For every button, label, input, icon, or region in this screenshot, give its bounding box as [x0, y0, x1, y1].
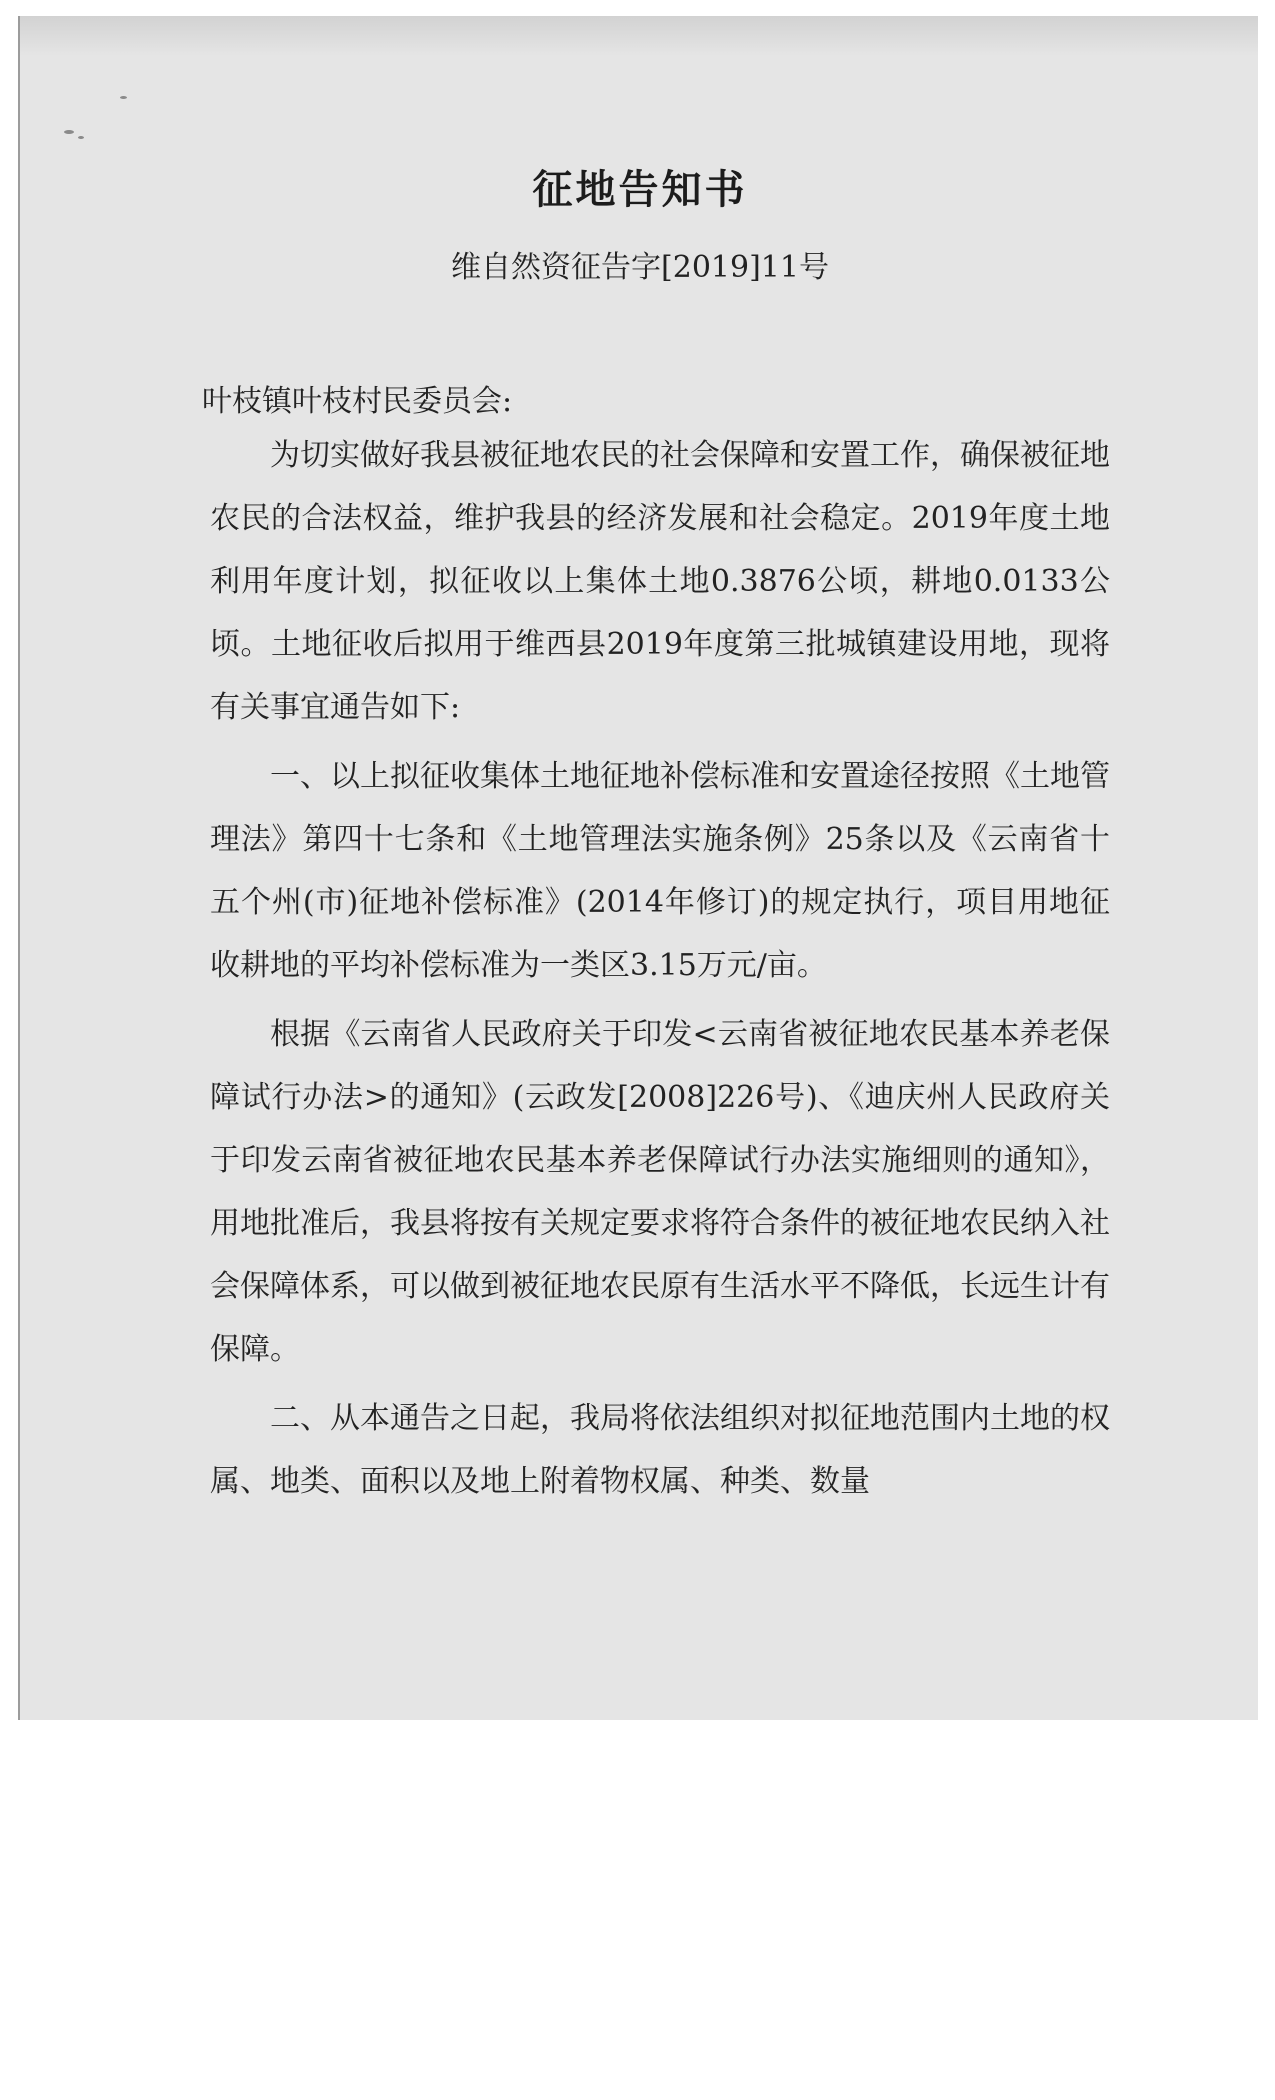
document-body: [210, 424, 1110, 1519]
paragraph-item-1: 一、以上拟征收集体土地征地补偿标准和安置途径按照《土地管理法》第四十七条和《土地管理法实施条例》25条以及《云南省十五个州(市)征地补偿标准》(2014年修订)的规定执行，项目用地征收耕地的平均补偿标准为一类区3.15万元/亩。: [210, 759, 1110, 983]
paragraph-item-2: 二、从本通告之日起，我局将依法组织对拟征地范围内土地的权属、地类、面积以及地上附着物权属、种类、数量: [210, 1401, 1110, 1499]
addressee: 叶枝镇叶枝村民委员会:: [202, 384, 513, 419]
document-number: 维自然资征告字[2019]11号: [451, 250, 829, 285]
scan-speck: [120, 96, 127, 99]
scan-speck: [78, 136, 84, 139]
document-title: 征地告知书: [532, 166, 748, 213]
paragraph-basis: 根据《云南省人民政府关于印发<云南省被征地农民基本养老保障试行办法>的通知》(云政发[2008]226号)、《迪庆州人民政府关于印发云南省被征地农民基本养老保障试行办法实施细则的通知》，用地批准后，我县将按有关规定要求将符合条件的被征地农民纳入社会保障体系，可以做到被征地农民原有生活水平不降低，长远生计有保障。: [210, 1017, 1110, 1367]
paragraph-intro: 为切实做好我县被征地农民的社会保障和安置工作，确保被征地农民的合法权益，维护我县的经济发展和社会稳定。2019年度土地利用年度计划，拟征收以上集体土地0.3876公顷，耕地0.0133公顷。土地征收后拟用于维西县2019年度第三批城镇建设用地，现将有关事宜通告如下:: [210, 438, 1110, 725]
scanned-page: [18, 16, 1258, 1720]
scan-speck: [64, 130, 74, 134]
